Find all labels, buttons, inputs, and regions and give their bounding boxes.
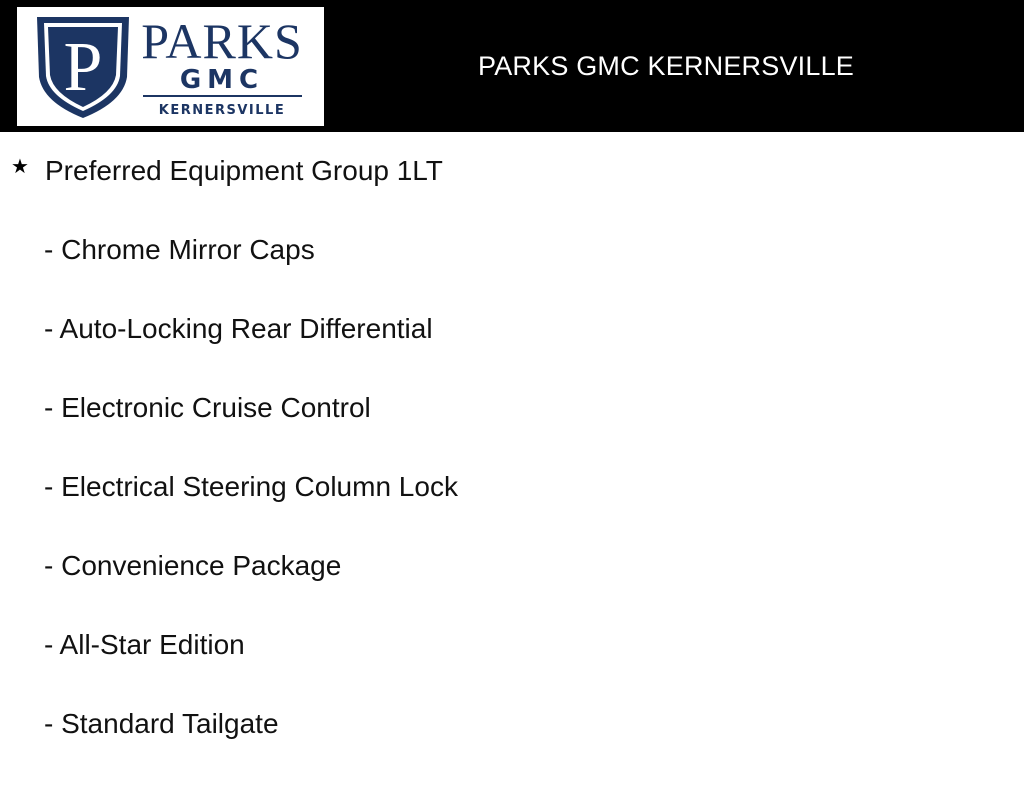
logo-monogram: P bbox=[63, 29, 103, 106]
logo-location-text: KERNERSVILLE bbox=[158, 103, 286, 118]
feature-item-electronic-cruise-control: - Electronic Cruise Control bbox=[44, 392, 371, 423]
feature-item-convenience-package: - Convenience Package bbox=[44, 550, 342, 581]
equipment-content bbox=[0, 132, 1024, 768]
logo-make-text: GMC bbox=[179, 65, 265, 95]
package-title: Preferred Equipment Group 1LT bbox=[45, 155, 443, 186]
dealer-logo bbox=[17, 7, 324, 126]
feature-item-all-star-edition: - All-Star Edition bbox=[44, 629, 245, 660]
feature-item-chrome-mirror-caps: - Chrome Mirror Caps bbox=[44, 234, 315, 265]
logo-brand-text: PARKS bbox=[141, 13, 303, 69]
package-heading bbox=[0, 154, 600, 190]
feature-item-standard-tailgate: - Standard Tailgate bbox=[44, 708, 279, 739]
star-icon: ★ bbox=[11, 156, 29, 178]
dealer-name: PARKS GMC KERNERSVILLE bbox=[478, 51, 855, 81]
feature-item-electrical-steering-column-lock: - Electrical Steering Column Lock bbox=[44, 471, 458, 502]
parks-shield-logo-icon bbox=[17, 7, 324, 126]
header-bar bbox=[0, 0, 1024, 132]
feature-item-auto-locking-rear-differential: - Auto-Locking Rear Differential bbox=[44, 313, 433, 344]
feature-list bbox=[44, 233, 458, 786]
